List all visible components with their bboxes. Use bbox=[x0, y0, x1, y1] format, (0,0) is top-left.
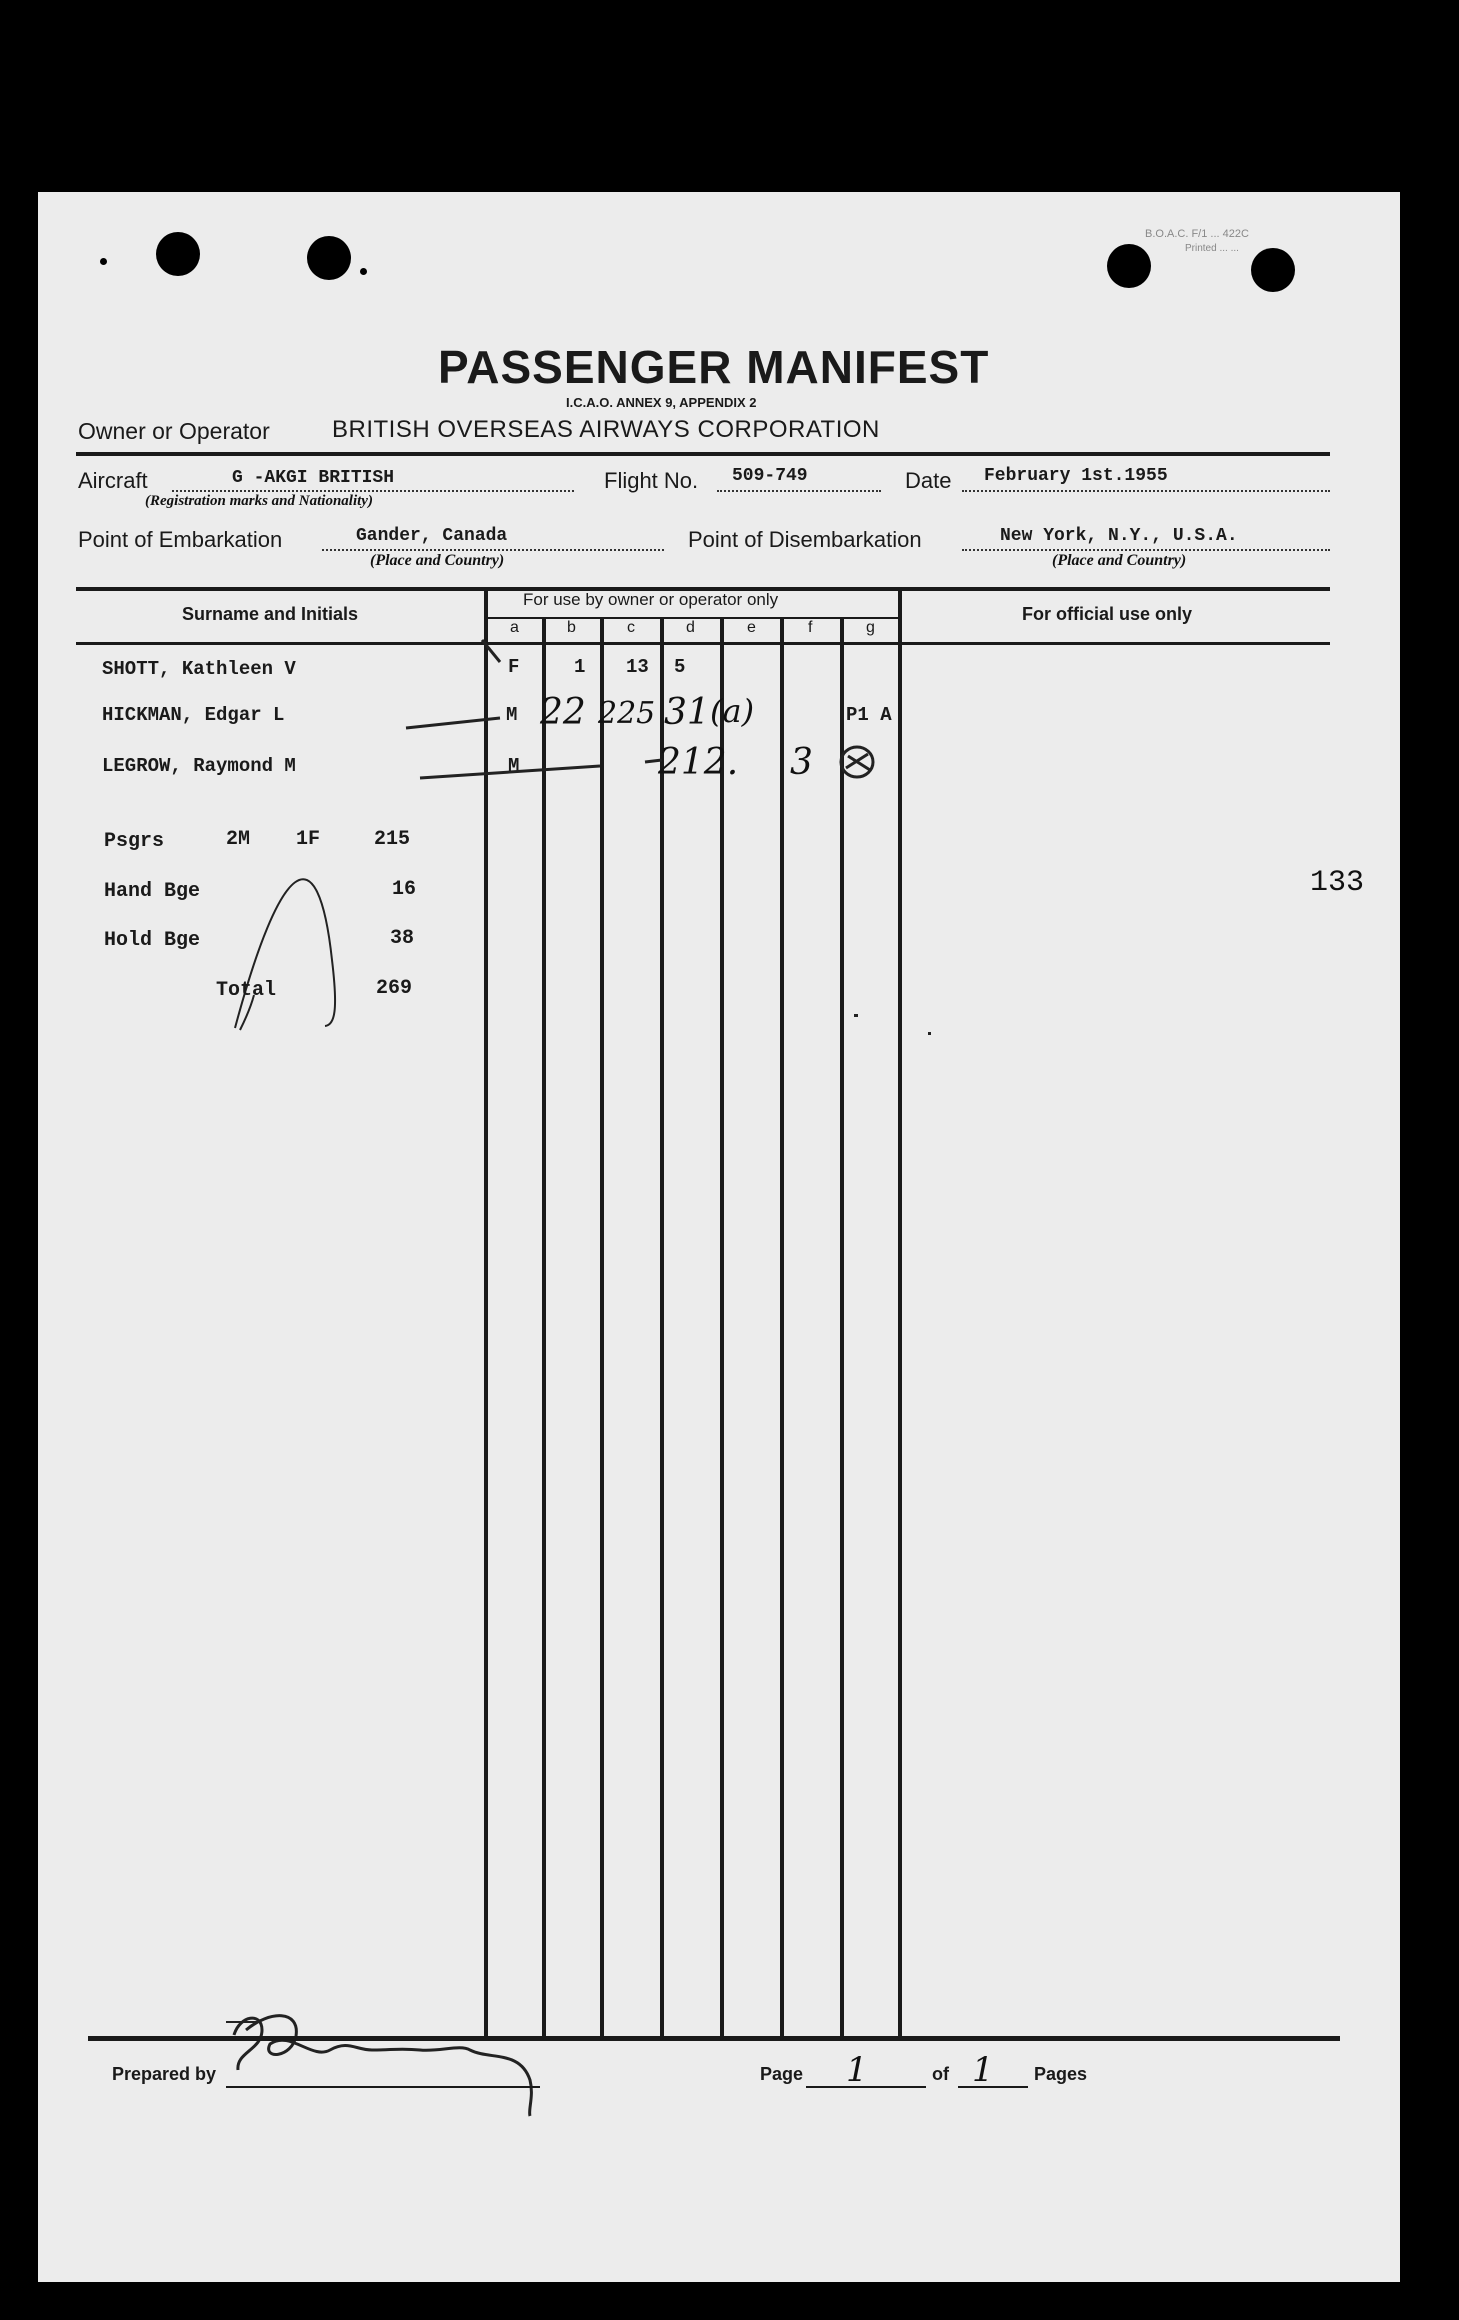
disembark-label: Point of Disembarkation bbox=[688, 527, 922, 552]
hand-baggage-label: Hand Bge bbox=[104, 880, 201, 903]
cell-a: F bbox=[508, 656, 520, 678]
subcol-b: b bbox=[567, 619, 576, 636]
owner-label: Owner or Operator bbox=[78, 418, 270, 444]
aircraft-value: G -AKGI BRITISH bbox=[232, 468, 395, 488]
date-label: Date bbox=[905, 468, 952, 493]
hand-baggage-value: 16 bbox=[392, 878, 417, 901]
cell-e: (a) bbox=[710, 692, 755, 730]
embark-note: (Place and Country) bbox=[370, 552, 505, 569]
total-label: Total bbox=[216, 979, 277, 1002]
form-code: B.O.A.C. F/1 ... 422C bbox=[1145, 228, 1249, 240]
stray-mark bbox=[928, 1032, 931, 1035]
psgrs-male: 2M bbox=[226, 828, 251, 851]
cell-d: 212. bbox=[658, 742, 739, 783]
official-number: 133 bbox=[1310, 866, 1365, 900]
cell-g: P1 A bbox=[846, 704, 892, 726]
col-owner-header: For use by owner or operator only bbox=[523, 590, 779, 609]
col-official-header: For official use only bbox=[1022, 604, 1193, 624]
cell-d: 5 bbox=[674, 656, 686, 678]
disembark-note: (Place and Country) bbox=[1052, 552, 1187, 569]
prepared-by-line bbox=[226, 2086, 540, 2088]
total-value: 269 bbox=[376, 977, 413, 1000]
subcol-f: f bbox=[808, 619, 813, 636]
flight-label: Flight No. bbox=[604, 468, 699, 493]
aircraft-note: (Registration marks and Nationality) bbox=[145, 493, 373, 509]
cell-e: 3 bbox=[790, 742, 813, 783]
owner-value: BRITISH OVERSEAS AIRWAYS CORPORATION bbox=[332, 416, 880, 443]
embark-value: Gander, Canada bbox=[356, 526, 508, 546]
psgrs-label: Psgrs bbox=[104, 830, 165, 853]
embark-label: Point of Embarkation bbox=[78, 527, 283, 552]
psgrs-value: 215 bbox=[374, 828, 411, 851]
page-subtitle: I.C.A.O. ANNEX 9, APPENDIX 2 bbox=[566, 395, 757, 410]
flight-value: 509-749 bbox=[732, 466, 808, 486]
subcol-a: a bbox=[510, 619, 519, 636]
subcol-c: c bbox=[627, 619, 635, 636]
prepared-by-label: Prepared by bbox=[112, 2064, 217, 2084]
cell-c: 13 bbox=[626, 656, 649, 678]
cell-d: 31 bbox=[664, 692, 710, 733]
psgrs-female: 1F bbox=[296, 828, 321, 851]
page-label: Page bbox=[760, 2064, 804, 2084]
stray-mark bbox=[854, 1014, 858, 1017]
passenger-name: SHOTT, Kathleen V bbox=[102, 658, 296, 680]
of-label: of bbox=[932, 2064, 949, 2084]
hold-baggage-value: 38 bbox=[390, 927, 415, 950]
cell-c: 225 bbox=[598, 696, 656, 731]
passenger-name: HICKMAN, Edgar L bbox=[102, 704, 285, 726]
subcol-d: d bbox=[686, 619, 695, 636]
aircraft-label: Aircraft bbox=[78, 468, 148, 493]
cell-a: M bbox=[508, 755, 520, 777]
disembark-value: New York, N.Y., U.S.A. bbox=[1000, 526, 1238, 546]
subcol-g: g bbox=[866, 619, 875, 636]
cell-b: 1 bbox=[574, 656, 586, 678]
passenger-name: LEGROW, Raymond M bbox=[102, 755, 296, 777]
hold-baggage-label: Hold Bge bbox=[104, 929, 201, 952]
date-value: February 1st.1955 bbox=[984, 466, 1168, 486]
cell-a: M bbox=[506, 704, 518, 726]
subcol-e: e bbox=[747, 619, 756, 636]
form-printed: Printed ... ... bbox=[1185, 243, 1239, 254]
col-surname-header: Surname and Initials bbox=[182, 604, 359, 624]
of-value: 1 bbox=[972, 2050, 994, 2090]
page-title: PASSENGER MANIFEST bbox=[438, 341, 990, 393]
footer-rule bbox=[88, 2036, 1340, 2041]
pages-label: Pages bbox=[1034, 2064, 1088, 2084]
page-value: 1 bbox=[846, 2050, 868, 2090]
cell-b: 22 bbox=[540, 692, 586, 733]
